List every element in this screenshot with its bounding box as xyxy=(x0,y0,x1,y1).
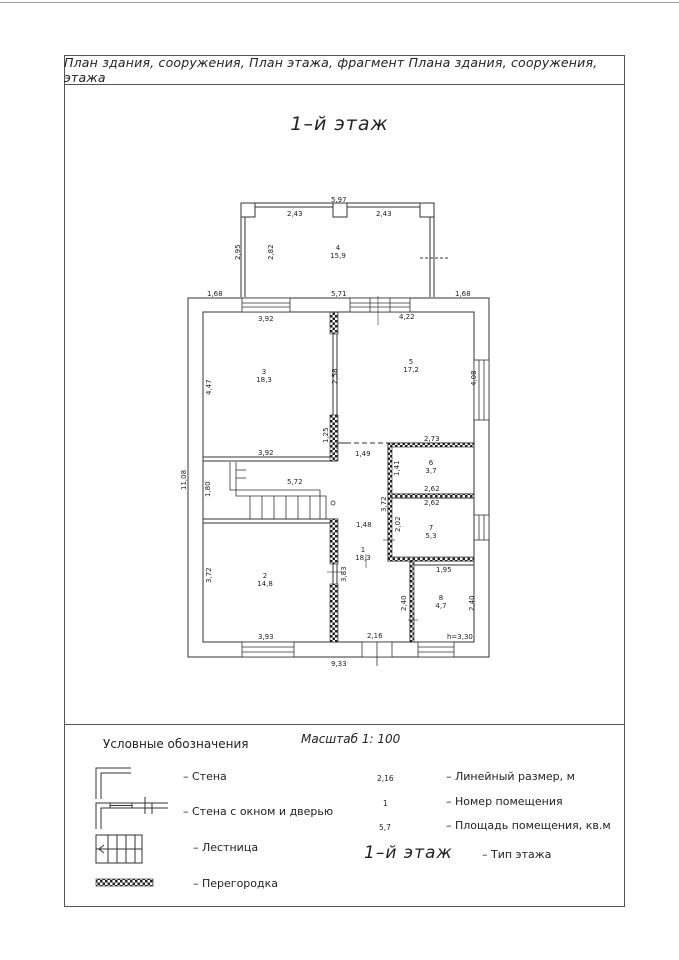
dim-2-62-top: 2,62 xyxy=(424,485,440,493)
legend-area-sample: 5,7 xyxy=(379,823,391,832)
room-1-area: 18,3 xyxy=(355,554,371,562)
dim-1-68-right: 1,68 xyxy=(455,290,471,298)
floor-title: 1–й этаж xyxy=(290,113,389,135)
dim-1-80: 1,80 xyxy=(204,481,212,497)
dim-3-72-room2: 3,72 xyxy=(205,567,213,583)
dim-5-72: 5,72 xyxy=(287,478,303,486)
dim-1-49: 1,49 xyxy=(355,450,371,458)
dim-1-25: 1,25 xyxy=(322,427,330,443)
wall-symbol-icon xyxy=(96,768,131,799)
dim-2-16: 2,16 xyxy=(367,632,383,640)
dim-1-41: 1,41 xyxy=(393,460,401,476)
legend-title: Условные обозначения xyxy=(103,737,249,751)
dim-3-72-corridor: 3,72 xyxy=(380,496,388,512)
dim-1-68-left: 1,68 xyxy=(207,290,223,298)
dim-11-08: 11,08 xyxy=(180,469,188,490)
room-7-number: 7 xyxy=(428,524,434,532)
dim-9-33: 9,33 xyxy=(331,660,347,668)
dim-4-08: 4,08 xyxy=(470,370,478,386)
room-2-area: 14,8 xyxy=(257,580,273,588)
room-4-number: 4 xyxy=(335,244,341,252)
room-7-area: 5,3 xyxy=(425,532,437,540)
dim-2-02: 2,02 xyxy=(394,516,402,532)
legend-symbols xyxy=(96,768,168,886)
legend-wall-window-door-label: – Стена с окном и дверью xyxy=(183,805,334,818)
dim-2-95: 2,95 xyxy=(234,244,242,260)
interior-walls xyxy=(203,312,474,642)
room-5-number: 5 xyxy=(408,358,414,366)
dim-5-71: 5,71 xyxy=(331,290,347,298)
legend-floor-type-label: – Тип этажа xyxy=(482,848,552,861)
dim-3-83: 3,83 xyxy=(340,566,348,582)
legend-area-label: – Площадь помещения, кв.м xyxy=(446,819,611,832)
room-2-number: 2 xyxy=(262,572,268,580)
room-6-area: 3,7 xyxy=(425,467,437,475)
room-8-area: 4,7 xyxy=(435,602,447,610)
staircase xyxy=(230,462,335,519)
dim-3-92-top: 3,92 xyxy=(258,315,274,323)
room-1-number: 1 xyxy=(360,546,366,554)
windows xyxy=(242,298,489,666)
dim-2-62-bottom: 2,62 xyxy=(424,499,440,507)
dim-4-47: 4,47 xyxy=(205,379,213,395)
room-8-number: 8 xyxy=(438,594,444,602)
legend-partition-label: – Перегородка xyxy=(193,877,278,890)
wall-window-door-symbol-icon xyxy=(96,797,168,829)
stairs-symbol-icon xyxy=(96,835,142,863)
dim-2-43-left: 2,43 xyxy=(287,210,303,218)
dimension-labels xyxy=(180,196,478,668)
dim-2-58: 2,58 xyxy=(331,368,339,384)
legend-wall-label: – Стена xyxy=(183,770,227,783)
room-6-number: 6 xyxy=(428,459,434,467)
room-4-area: 15,9 xyxy=(330,252,346,260)
dim-2-40-right: 2,40 xyxy=(468,595,476,611)
dim-2-40-left: 2,40 xyxy=(400,595,408,611)
partitions xyxy=(330,312,474,642)
dim-1-48: 1,48 xyxy=(356,521,372,529)
height-label: h=3,30 xyxy=(447,633,473,641)
dim-3-92-mid: 3,92 xyxy=(258,449,274,457)
dim-2-73: 2,73 xyxy=(424,435,440,443)
room-5-area: 17,2 xyxy=(403,366,419,374)
legend-floor-type-sample: 1–й этаж xyxy=(364,843,453,863)
dim-1-95: 1,95 xyxy=(436,566,452,574)
dim-4-22: 4,22 xyxy=(399,313,415,321)
dim-3-93: 3,93 xyxy=(258,633,274,641)
scale-label: Масштаб 1: 100 xyxy=(301,732,401,746)
dim-2-82: 2,82 xyxy=(267,244,275,260)
legend-linear-label: – Линейный размер, м xyxy=(446,770,575,783)
dim-5-97: 5,97 xyxy=(331,196,347,204)
dim-2-43-right: 2,43 xyxy=(376,210,392,218)
legend-stairs-label: – Лестница xyxy=(193,841,259,854)
room-3-number: 3 xyxy=(261,368,267,376)
legend-room-label: – Номер помещения xyxy=(446,795,563,808)
room-3-area: 18,3 xyxy=(256,376,272,384)
sheet-header: План здания, сооружения, План этажа, фрагмент Плана здания, сооружения, этажа xyxy=(64,55,625,85)
legend-linear-sample: 2,16 xyxy=(377,774,394,783)
legend-room-sample: 1 xyxy=(383,799,388,808)
partition-symbol-icon xyxy=(96,879,153,886)
